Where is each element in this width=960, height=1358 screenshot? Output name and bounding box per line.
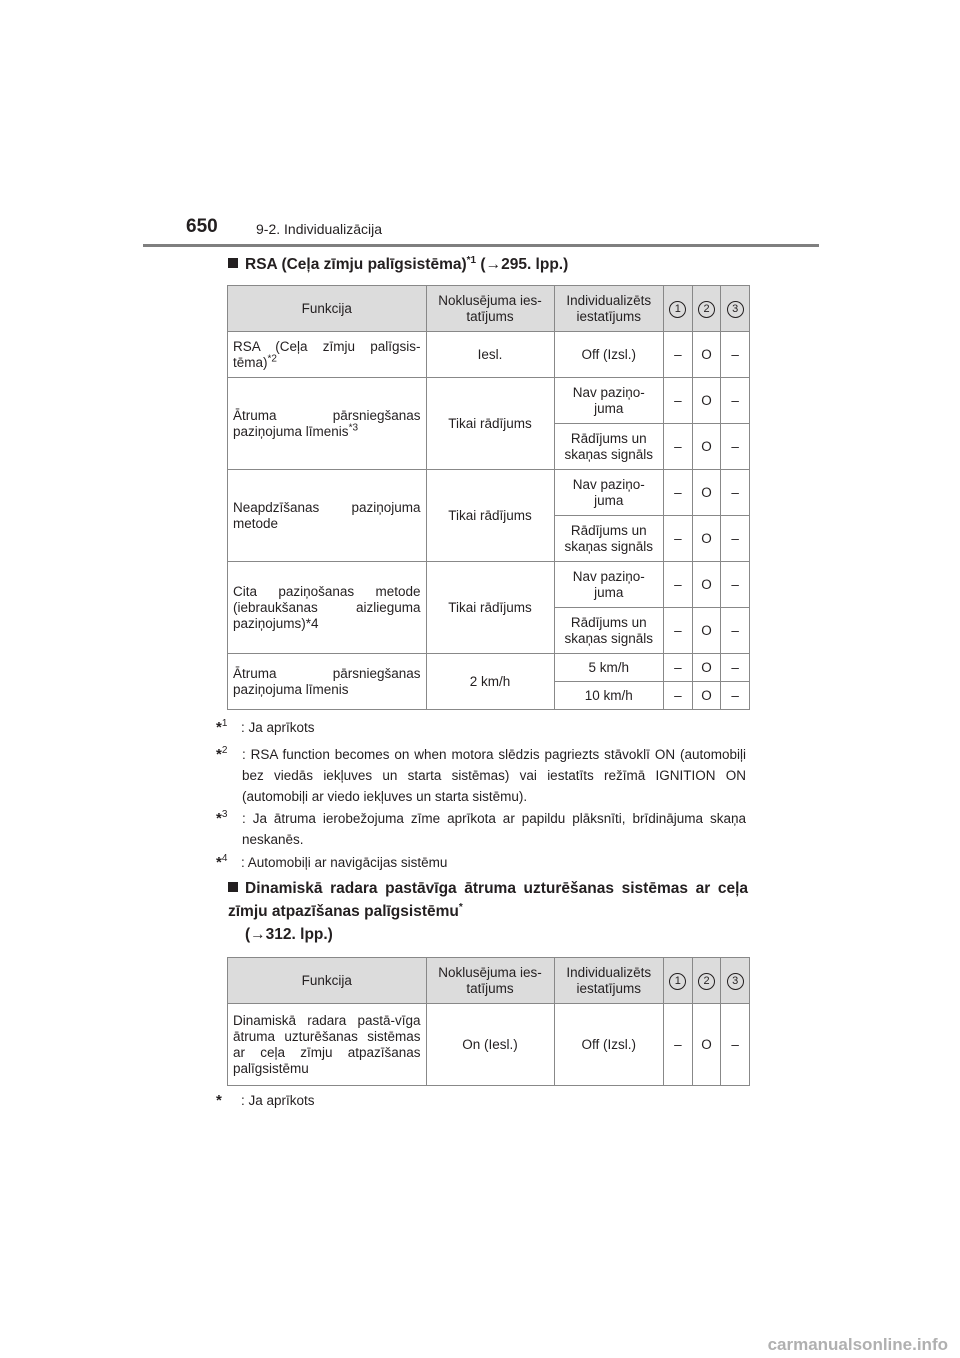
function-name: RSA (Ceļa zīmju palīgsis-tēma)$^{*2}$: [228, 332, 427, 378]
mark-3: –: [721, 562, 750, 608]
function-name: Cita paziņošanas metode (iebraukšanas aizlieguma paziņojums)*4: [228, 562, 427, 654]
circled-2-icon: 2: [698, 973, 715, 990]
function-name: Ātruma pārsniegšanas paziņojuma līmenis$^{*3}$: [228, 378, 427, 470]
mark-3: –: [721, 608, 750, 654]
mark-3: –: [721, 378, 750, 424]
col-circle-2: [692, 286, 721, 332]
mark-1: –: [664, 332, 693, 378]
custom-value: 5 km/h: [554, 654, 664, 682]
rsa-heading-sup: *1: [466, 254, 477, 266]
custom-value: Off (Izsl.): [554, 332, 664, 378]
function-name: Neapdzīšanas paziņojuma metode: [228, 470, 427, 562]
function-name: Ātruma pārsniegšanas paziņojuma līmenis: [228, 654, 427, 710]
mark-2: O: [692, 470, 721, 516]
drcc-heading-sup: *: [458, 901, 463, 913]
header-divider: [143, 244, 819, 247]
col-circle-3: [721, 286, 750, 332]
table-row: [228, 378, 750, 424]
mark-3: –: [721, 1004, 750, 1086]
table-row: [228, 654, 750, 682]
table-header-row: [228, 286, 750, 332]
rsa-table: [227, 285, 750, 710]
mark-3: –: [721, 654, 750, 682]
drcc-heading-text: Dinamiskā radara pastāvīga ātruma uzturēšanas sistēmas ar ceļa zīmju atpazīšanas palīgsistēmu: [228, 880, 748, 920]
footnote-1: *$^1$ : Ja aprīkots: [216, 718, 315, 736]
col-circle-1: [664, 958, 693, 1004]
col-custom: Individualizēts iestatījums: [554, 958, 664, 1004]
footnote-4: *$^4$ : Automobiļi ar navigācijas sistēmu: [216, 853, 448, 871]
table-row: [228, 1004, 750, 1086]
mark-1: –: [664, 608, 693, 654]
col-custom: Individualizēts iestatījums: [554, 286, 664, 332]
circled-3-icon: 3: [727, 301, 744, 318]
footnote-drcc: * : Ja aprīkots: [216, 1092, 315, 1109]
custom-value: Off (Izsl.): [554, 1004, 664, 1086]
circled-1-icon: 1: [669, 973, 686, 990]
function-name: Dinamiskā radara pastā-vīga ātruma uzturēšanas sistēmas ar ceļa zīmju atpazīšanas palīgsistēmu: [228, 1004, 427, 1086]
mark-1: –: [664, 516, 693, 562]
custom-value: Nav paziņo-juma: [554, 470, 664, 516]
drcc-table: [227, 957, 750, 1086]
custom-value: Nav paziņo-juma: [554, 378, 664, 424]
rsa-heading-ref[interactable]: (→295. lpp.): [480, 256, 569, 273]
default-value: Iesl.: [426, 332, 554, 378]
col-circle-2: [692, 958, 721, 1004]
col-circle-1: [664, 286, 693, 332]
page-number: 650: [186, 216, 218, 237]
drcc-heading-ref[interactable]: (→312. lpp.): [245, 926, 333, 943]
default-value: 2 km/h: [426, 654, 554, 710]
mark-3: –: [721, 332, 750, 378]
custom-value: 10 km/h: [554, 682, 664, 710]
mark-3: –: [721, 682, 750, 710]
mark-2: O: [692, 562, 721, 608]
default-value: Tikai rādījums: [426, 378, 554, 470]
square-bullet-icon: [228, 882, 238, 892]
mark-2: O: [692, 682, 721, 710]
circled-2-icon: 2: [698, 301, 715, 318]
custom-value: Rādījums un skaņas signāls: [554, 424, 664, 470]
watermark: carmanualsonline.info: [767, 1335, 948, 1354]
col-default: Noklusējuma ies-tatījums: [426, 958, 554, 1004]
footnote-2: *$^2$ : RSA function becomes on when motora slēdzis pagriezts stāvoklī ON (automobiļi bez viedās iekļuves un starta sistēmas) vai iestatīts režīmā IGNITION ON (automobiļi ar viedo iekļuves un starta sistēmu).: [216, 745, 746, 804]
col-function: Funkcija: [228, 958, 427, 1004]
custom-value: Rādījums un skaņas signāls: [554, 608, 664, 654]
mark-2: O: [692, 516, 721, 562]
custom-value: Rādījums un skaņas signāls: [554, 516, 664, 562]
mark-2: O: [692, 424, 721, 470]
table-row: [228, 470, 750, 516]
circled-3-icon: 3: [727, 973, 744, 990]
table-row: [228, 562, 750, 608]
mark-1: –: [664, 654, 693, 682]
col-function: Funkcija: [228, 286, 427, 332]
mark-2: O: [692, 1004, 721, 1086]
mark-1: –: [664, 378, 693, 424]
default-value: On (Iesl.): [426, 1004, 554, 1086]
table-header-row: [228, 958, 750, 1004]
mark-2: O: [692, 332, 721, 378]
mark-2: O: [692, 608, 721, 654]
square-bullet-icon: [228, 258, 238, 268]
mark-1: –: [664, 682, 693, 710]
mark-1: –: [664, 1004, 693, 1086]
drcc-heading: [228, 877, 748, 946]
default-value: Tikai rādījums: [426, 470, 554, 562]
default-value: Tikai rādījums: [426, 562, 554, 654]
mark-3: –: [721, 424, 750, 470]
table-row: [228, 332, 750, 378]
circled-1-icon: 1: [669, 301, 686, 318]
mark-1: –: [664, 424, 693, 470]
section-title: 9-2. Individualizācija: [256, 221, 383, 237]
rsa-heading: [228, 253, 568, 276]
col-circle-3: [721, 958, 750, 1004]
col-default: Noklusējuma ies-tatījums: [426, 286, 554, 332]
mark-2: O: [692, 654, 721, 682]
footnote-3: *$^3$ : Ja ātruma ierobežojuma zīme aprīkota ar papildu plāksnīti, brīdinājuma skaņa neskanēs.: [216, 809, 746, 847]
mark-3: –: [721, 470, 750, 516]
mark-2: O: [692, 378, 721, 424]
mark-1: –: [664, 562, 693, 608]
mark-1: –: [664, 470, 693, 516]
rsa-heading-text: RSA (Ceļa zīmju palīgsistēma): [245, 256, 467, 273]
mark-3: –: [721, 516, 750, 562]
custom-value: Nav paziņo-juma: [554, 562, 664, 608]
